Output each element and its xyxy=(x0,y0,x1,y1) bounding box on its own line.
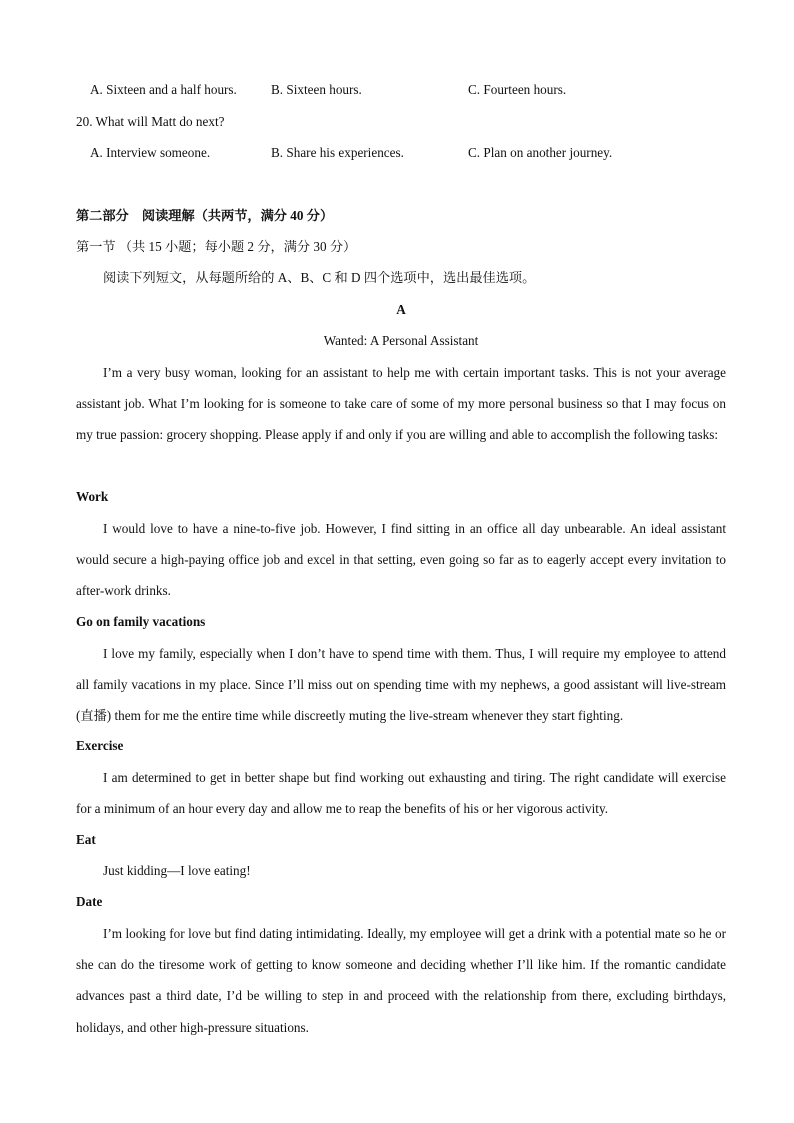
eat-heading: Eat xyxy=(76,832,96,847)
q20-option-c: C. Plan on another journey. xyxy=(468,145,613,160)
work-paragraph: I would love to have a nine-to-five job. However, I find sitting in an office all day unbearable. An ideal assistant would secure a high-paying office job and excel in that setting, even going so far as to eagerly accept every invitation to after-work drinks. xyxy=(76,521,726,599)
exercise-paragraph: I am determined to get in better shape but find working out exhausting and tiring. The right candidate will exercise for a minimum of an hour every day and allow me to reap the benefits of his or her vigorous activity. xyxy=(76,770,726,817)
family-paragraph: I love my family, especially when I don’t have to spend time with them. Thus, I will require my employee to attend all family vacations in my place. Since I’ll miss out on spending time with my nephews, a good assistant will live-stream (直播) them for me the entire time while discreetly muting the live-stream whenever they start fighting. xyxy=(76,646,726,724)
instruction: 阅读下列短文，从每题所给的 A、B、C 和 D 四个选项中，选出最佳选项。 xyxy=(103,270,536,285)
eat-paragraph: Just kidding—I love eating! xyxy=(103,863,251,878)
q19-option-c: C. Fourteen hours. xyxy=(468,82,567,97)
passage-title: Wanted: A Personal Assistant xyxy=(323,333,479,348)
q19-option-a: A. Sixteen and a half hours. xyxy=(90,82,237,97)
date-heading: Date xyxy=(76,894,103,909)
exercise-heading: Exercise xyxy=(76,738,124,753)
q20-option-b: B. Share his experiences. xyxy=(271,145,404,160)
work-heading: Work xyxy=(76,489,109,504)
passage-letter: A xyxy=(396,302,406,317)
date-paragraph: I’m looking for love but find dating intimidating. Ideally, my employee will get a drink with a potential mate so he or she can do the tiresome work of getting to know someone and deciding whether I’ll like him. If the romantic candidate advances past a third date, I’d be willing to step in and proceed with the relationship from there, excluding birthdays, holidays, and other high-pressure situations. xyxy=(76,926,726,1035)
q20-stem: 20. What will Matt do next? xyxy=(76,114,225,129)
q20-option-a: A. Interview someone. xyxy=(90,145,211,160)
intro-paragraph: I’m a very busy woman, looking for an assistant to help me with certain important tasks. This is not your average assistant job. What I’m looking for is someone to take care of some of my more personal business so that I may focus on my true passion: grocery shopping. Please apply if and only if you are willing and able to accomplish the following tasks: xyxy=(76,365,726,443)
part-title: 第二部分 阅读理解（共两节，满分 40 分） xyxy=(76,208,334,223)
q19-option-b: B. Sixteen hours. xyxy=(271,82,362,97)
family-heading: Go on family vacations xyxy=(76,614,206,629)
sub-title: 第一节 （共 15 小题；每小题 2 分，满分 30 分） xyxy=(76,239,357,254)
